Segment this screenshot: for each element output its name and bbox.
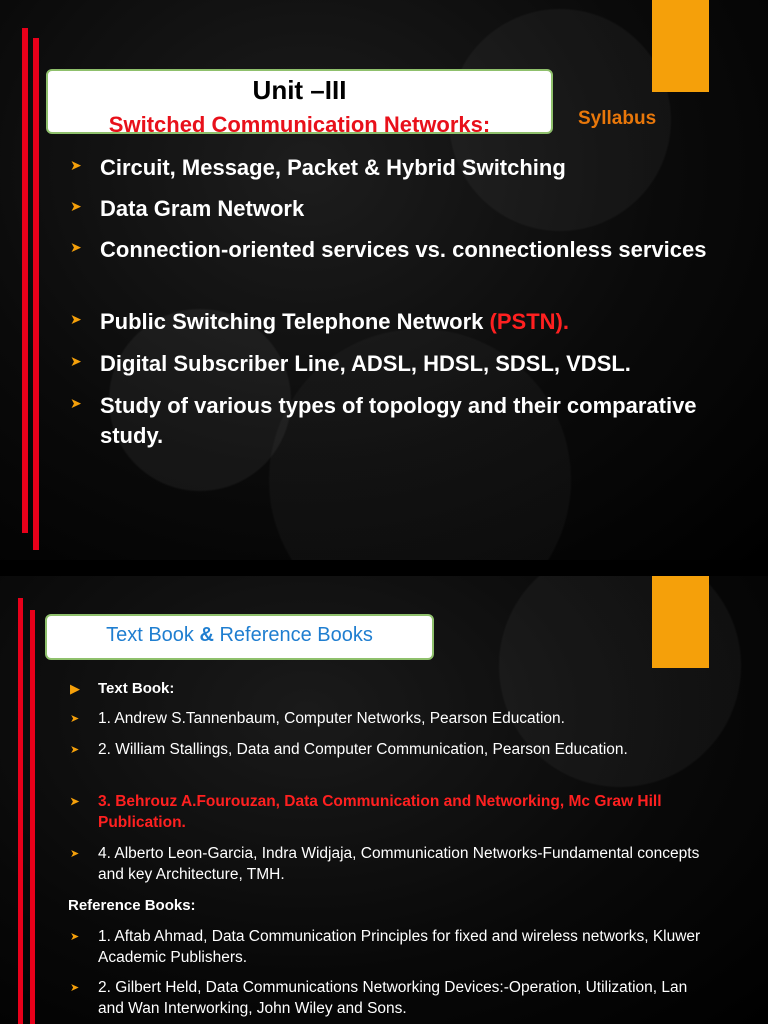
arrow-bullet-icon: ➤ [70, 931, 80, 943]
orange-accent-block [652, 0, 709, 92]
arrow-bullet-icon: ➤ [70, 744, 80, 756]
unit-title-box [46, 69, 553, 137]
pstn-highlight: (PSTN). [489, 309, 569, 334]
reference-item: ➤ 1. Aftab Ahmad, Data Communication Principles for fixed and wireless networks, Kluwer Academic Publishers. [70, 928, 701, 966]
arrow-bullet-icon: ➤ [70, 198, 82, 214]
syllabus-bullet: ➤ Circuit, Message, Packet & Hybrid Switching [70, 155, 566, 180]
syllabus-bullet: ➤ Public Switching Telephone Network (PSTN). [70, 309, 569, 334]
reference-item: ➤ 2. Gilbert Held, Data Communications Networking Devices:-Operation, Utilization, Lan and Wan Interworking, John Wiley and Sons. [70, 979, 688, 1017]
books-title-box [45, 614, 434, 660]
red-accent-bar [22, 28, 28, 533]
unit-title: Unit –III [252, 75, 347, 105]
arrow-bullet-icon: ➤ [70, 796, 80, 808]
orange-accent-block [652, 576, 709, 668]
textbook-header: ▶ Text Book: [70, 680, 175, 697]
arrow-bullet-icon: ➤ [70, 311, 82, 327]
slide-books [0, 576, 768, 1024]
unit-subtitle: Switched Communication Networks: [108, 112, 491, 137]
triangle-bullet-icon: ▶ [70, 681, 80, 696]
red-accent-bar [33, 38, 39, 550]
arrow-bullet-icon: ➤ [70, 395, 82, 411]
textbook-item-highlighted: ➤ 3. Behrouz A.Fourouzan, Data Communication and Networking, Mc Graw Hill Publication. [70, 793, 662, 831]
arrow-bullet-icon: ➤ [70, 713, 80, 725]
arrow-bullet-icon: ➤ [70, 848, 80, 860]
syllabus-bullet: ➤ Data Gram Network [70, 196, 305, 221]
textbook-item: ➤ 1. Andrew S.Tannenbaum, Computer Networks, Pearson Education. [70, 708, 710, 729]
syllabus-bullet: ➤ Study of various types of topology and their comparative study. [70, 393, 697, 448]
red-accent-bar [18, 598, 23, 1024]
arrow-bullet-icon: ➤ [70, 239, 82, 255]
syllabus-bullet: ➤ Digital Subscriber Line, ADSL, HDSL, SDSL, VDSL. [70, 351, 631, 376]
red-accent-bar [30, 610, 35, 1024]
books-title: Text Book & Reference Books [106, 624, 373, 646]
syllabus-bullet: ➤ Connection-oriented services vs. connectionless services [70, 237, 707, 262]
textbook-item: ➤ 2. William Stallings, Data and Computer Communication, Pearson Education. [70, 739, 710, 760]
reference-header: Reference Books: [68, 897, 196, 914]
syllabus-label: Syllabus [578, 108, 657, 129]
arrow-bullet-icon: ➤ [70, 157, 82, 173]
slide-separator [0, 560, 768, 576]
textbook-item: ➤ 4. Alberto Leon-Garcia, Indra Widjaja, Communication Networks-Fundamental concepts and key Architecture, TMH. [70, 845, 700, 883]
arrow-bullet-icon: ➤ [70, 982, 80, 994]
arrow-bullet-icon: ➤ [70, 353, 82, 369]
